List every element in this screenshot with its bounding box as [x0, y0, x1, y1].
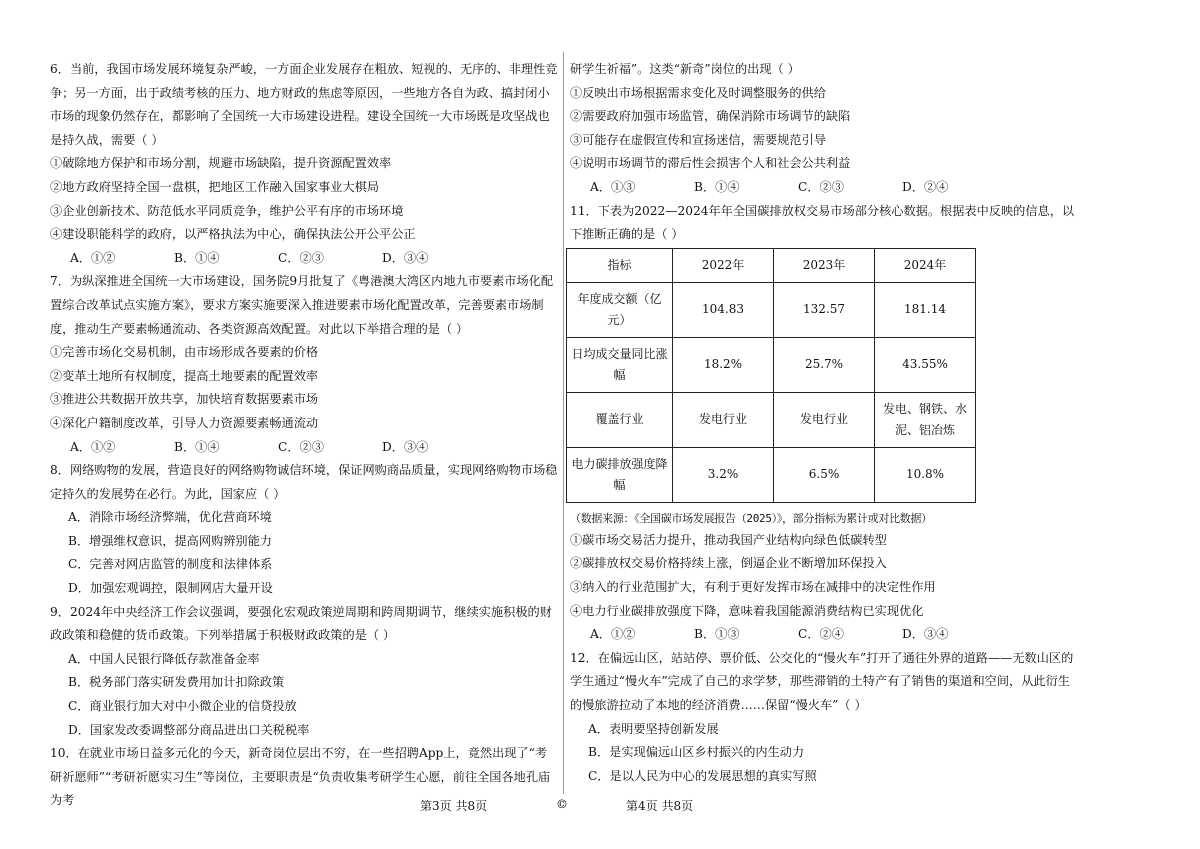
question-12-choice-a[interactable]: A．表明要坚持创新发展	[588, 721, 719, 736]
table-cell: 发电、钢铁、水泥、铝冶炼	[875, 392, 976, 447]
table-header-cell: 指标	[567, 248, 673, 282]
table-row	[567, 337, 976, 392]
page-number-left: 第3页 共8页	[420, 799, 488, 813]
table-cell: 181.14	[875, 282, 976, 337]
table-cell: 3.2%	[673, 447, 774, 502]
question-11-item-2: ②碳排放权交易价格持续上涨，倒逼企业不断增加环保投入	[570, 556, 887, 571]
question-6-option-b[interactable]: B．①④	[174, 250, 220, 265]
question-11-option-d[interactable]: D．③④	[902, 627, 949, 642]
question-10-option-d[interactable]: D．②④	[902, 179, 949, 194]
question-11-stem: 11．下表为2022—2024年年全国碳排放权交易市场部分核心数据。根据表中反映的信息，以下推断正确的是（ ）	[570, 203, 1075, 242]
question-9-choice-d[interactable]: D．国家发改委调整部分商品进出口关税税率	[68, 722, 310, 737]
page-number-right: 第4页 共8页	[626, 799, 694, 813]
table-cell: 发电行业	[774, 392, 875, 447]
question-6-option-c[interactable]: C．②③	[278, 250, 324, 265]
table-cell: 10.8%	[875, 447, 976, 502]
question-7-option-b[interactable]: B．①④	[174, 439, 220, 454]
table-header-row	[567, 248, 976, 282]
table-source-note: （数据来源：《全国碳市场发展报告（2025）》，部分指标为累计或对比数据）	[570, 511, 932, 525]
table-cell: 6.5%	[774, 447, 875, 502]
question-9-choice-a[interactable]: A．中国人民银行降低存款准备金率	[68, 651, 260, 666]
question-7-option-a[interactable]: A．①②	[70, 439, 116, 454]
question-7-item-1: ①完善市场化交易机制，由市场形成各要素的价格	[50, 345, 319, 360]
table-cell: 日均成交量同比涨幅	[567, 337, 673, 392]
table-header-cell: 2022年	[673, 248, 774, 282]
question-10-option-c[interactable]: C．②③	[798, 179, 844, 194]
question-6-options	[50, 247, 558, 271]
question-7-item-2: ②变革土地所有权制度，提高土地要素的配置效率	[50, 368, 319, 383]
question-6-item-3: ③企业创新技术、防范低水平同质竞争，维护公平有序的市场环境	[50, 203, 404, 218]
question-6-item-2: ②地方政府坚持全国一盘棋，把地区工作融入国家事业大棋局	[50, 179, 380, 194]
question-10-stem-continued: 研学生祈福”。这类“新奇”岗位的出现（ ）	[570, 62, 800, 76]
question-6-stem: 6．当前，我国市场发展环境复杂严峻，一方面企业发展存在粗放、短视的、无序的、非理性竞争；另一方面，出于政绩考核的压力、地方财政的焦虑等原因，一些地方各自为政、搞封闭小市场的现象仍然存在，都影响了全国统一大市场建设进程。建设全国统一大市场既是攻坚战也是持久战，需要（ ）	[50, 62, 558, 147]
table-row	[567, 282, 976, 337]
question-11-item-3: ③纳入的行业范围扩大，有利于更好发挥市场在减排中的决定性作用	[570, 579, 936, 594]
question-10-stem: 10．在就业市场日益多元化的今天，新奇岗位层出不穷，在一些招聘App上，竟然出现了“考研祈愿师”“考研祈愿实习生”等岗位，主要职责是“负责收集考研学生心愿，前往全国各地孔庙为考	[50, 746, 551, 808]
table-header-cell: 2023年	[774, 248, 875, 282]
table-cell: 132.57	[774, 282, 875, 337]
table-row	[567, 392, 976, 447]
question-8-stem: 8．网络购物的发展，营造良好的网络购物诚信环境，保证网购商品质量，实现网络购物市场稳定持久的发展势在必行。为此，国家应（ ）	[50, 463, 558, 501]
table-row	[567, 447, 976, 502]
table-cell: 43.55%	[875, 337, 976, 392]
table-cell: 25.7%	[774, 337, 875, 392]
question-6-option-a[interactable]: A．①②	[70, 250, 116, 265]
question-10-option-a[interactable]: A．①③	[590, 179, 636, 194]
table-cell: 覆盖行业	[567, 392, 673, 447]
question-10-item-4: ④说明市场调节的滞后性会损害个人和社会公共利益	[570, 156, 851, 171]
question-8-choice-a[interactable]: A．消除市场经济弊端，优化营商环境	[68, 510, 272, 525]
question-10-item-2: ②需要政府加强市场监管，确保消除市场调节的缺陷	[570, 109, 851, 124]
table-cell: 104.83	[673, 282, 774, 337]
column-divider	[563, 52, 564, 794]
question-8-choice-d[interactable]: D．加强宏观调控，限制网店大量开设	[68, 581, 273, 596]
question-12-choice-c[interactable]: C．是以人民为中心的发展思想的真实写照	[588, 768, 817, 783]
question-11-option-a[interactable]: A．①②	[590, 627, 636, 642]
left-column	[50, 58, 558, 813]
question-8-choice-c[interactable]: C．完善对网店监管的制度和法律体系	[68, 557, 273, 572]
question-11-item-1: ①碳市场交易活力提升，推动我国产业结构向绿色低碳转型	[570, 532, 887, 547]
question-6-item-1: ①破除地方保护和市场分割，规避市场缺陷，提升资源配置效率	[50, 156, 392, 171]
question-10-item-1: ①反映出市场根据需求变化及时调整服务的供给	[570, 85, 826, 100]
question-6-item-4: ④建设职能科学的政府，以严格执法为中心，确保执法公开公平公正	[50, 227, 416, 242]
question-9-stem: 9．2024年中央经济工作会议强调，要强化宏观政策逆周期和跨周期调节，继续实施积极的财政政策和稳健的货币政策。下列举措属于积极财政政策的是（ ）	[50, 604, 552, 643]
right-column	[570, 58, 1080, 788]
copyright-icon: ©	[556, 797, 568, 811]
question-10-item-3: ③可能存在虚假宣传和宣扬迷信，需要规范引导	[570, 132, 826, 147]
question-9-choice-b[interactable]: B．税务部门落实研发费用加计扣除政策	[68, 675, 285, 690]
table-header-cell: 2024年	[875, 248, 976, 282]
question-7-options	[50, 436, 558, 460]
question-7-item-4: ④深化户籍制度改革，引导人力资源要素畅通流动	[50, 415, 319, 430]
question-10-options	[570, 176, 1080, 200]
question-11-option-c[interactable]: C．②④	[798, 627, 844, 642]
question-7-option-d[interactable]: D．③④	[382, 439, 429, 454]
question-12-choice-b[interactable]: B．是实现偏远山区乡村振兴的内生动力	[588, 745, 805, 760]
question-7-option-c[interactable]: C．②③	[278, 439, 324, 454]
question-11-item-4: ④电力行业碳排放强度下降，意味着我国能源消费结构已实现优化	[570, 603, 924, 618]
question-8-choice-b[interactable]: B．增强维权意识，提高网购辨别能力	[68, 533, 272, 548]
table-cell: 18.2%	[673, 337, 774, 392]
table-cell: 年度成交额（亿元）	[567, 282, 673, 337]
question-11-options	[570, 623, 1080, 647]
question-7-item-3: ③推进公共数据开放共享，加快培育数据要素市场	[50, 392, 319, 407]
question-11-option-b[interactable]: B．①③	[694, 627, 740, 642]
table-cell: 电力碳排放强度降幅	[567, 447, 673, 502]
carbon-market-table	[566, 248, 976, 503]
question-9-choice-c[interactable]: C．商业银行加大对中小微企业的信贷投放	[68, 699, 297, 714]
question-6-option-d[interactable]: D．③④	[382, 250, 429, 265]
question-7-stem: 7．为纵深推进全国统一大市场建设，国务院9月批复了《粤港澳大湾区内地九市要素市场化配置综合改革试点实施方案》，要求方案实施要深入推进要素市场化配置改革，完善要素市场制度，推动生产要素畅通流动、各类资源高效配置。对此以下举措合理的是（ ）	[50, 274, 554, 336]
question-12-stem: 12．在偏远山区，站站停、票价低、公交化的“慢火车”打开了通往外界的道路——无数山区的学生通过“慢火车”完成了自己的求学梦，那些滞销的土特产有了销售的渠道和空间，从此衍生的慢旅游拉动了本地的经济消费……保留“慢火车”（ ）	[570, 650, 1074, 712]
question-10-option-b[interactable]: B．①④	[694, 179, 740, 194]
table-cell: 发电行业	[673, 392, 774, 447]
